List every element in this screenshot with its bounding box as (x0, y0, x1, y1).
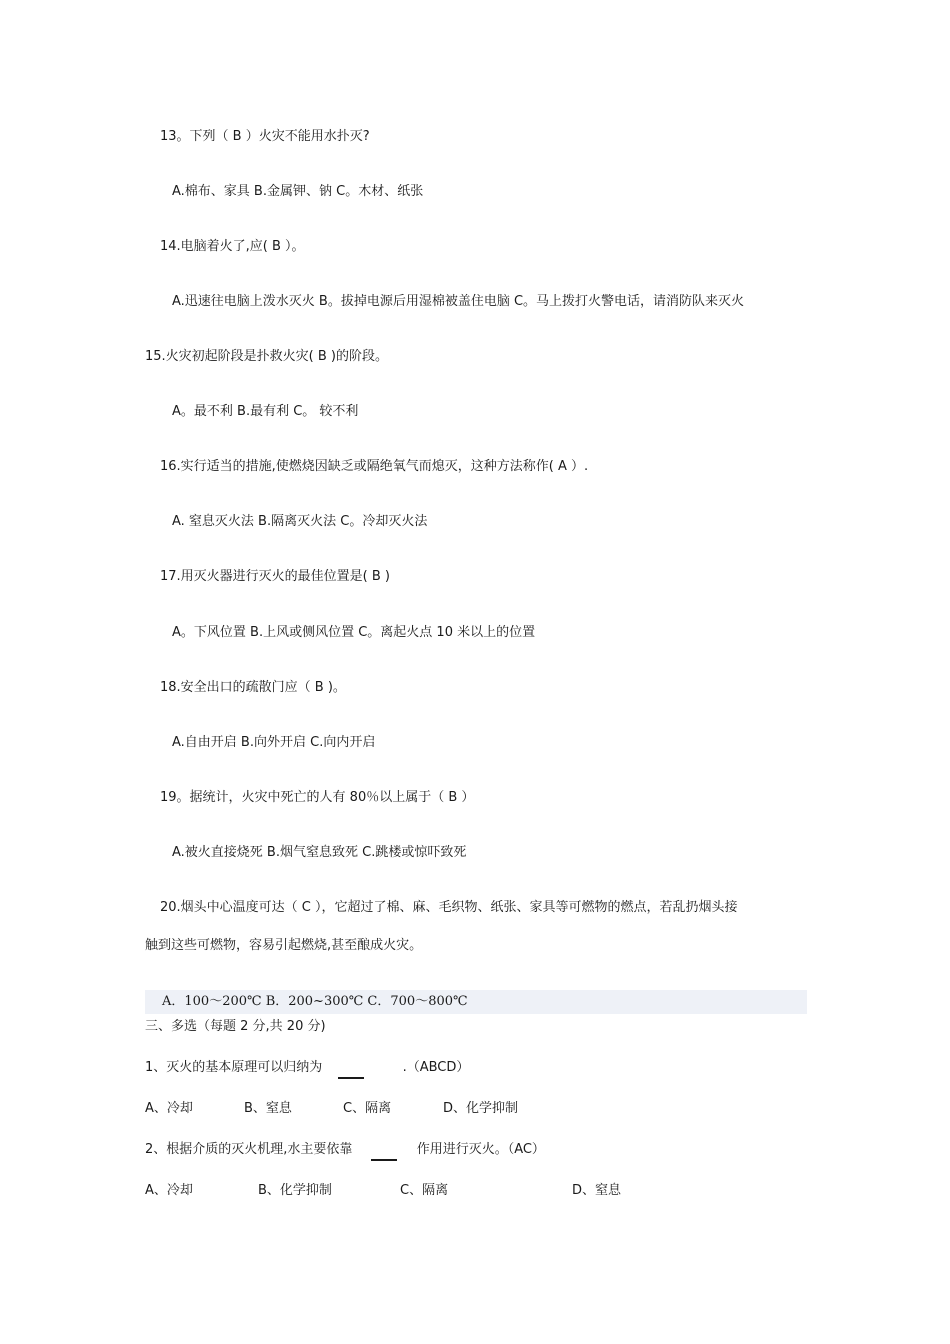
multi-question-1-option-c: C、隔离 (343, 1101, 392, 1116)
question-15-options: A。最不利 B.最有利 C。 较不利 (172, 404, 359, 419)
question-19: 19。据统计，火灾中死亡的人有 80％以上属于（ B ） (160, 790, 475, 805)
multi-question-1-option-d: D、化学抑制 (443, 1101, 519, 1116)
multi-question-2-option-c: C、隔离 (400, 1183, 449, 1198)
multi-question-2-text: 2、根据介质的灭火机理,水主要依靠 (145, 1142, 353, 1157)
question-17-options: A。下风位置 B.上风或侧风位置 C。离起火点 10 米以上的位置 (172, 625, 536, 640)
multi-question-1 (145, 1059, 469, 1079)
section-title: 三、多选（每题 2 分,共 20 分) (145, 1019, 326, 1034)
question-14-options: A.迅速往电脑上泼水灭火 B。拔掉电源后用湿棉被盖住电脑 C。马上拨打火警电话，请消防队来灭火 (172, 294, 745, 309)
multi-question-2 (145, 1141, 545, 1161)
question-13-options: A.棉布、家具 B.金属钾、钠 C。木材、纸张 (172, 184, 424, 199)
question-18-options: A.自由开启 B.向外开启 C.向内开启 (172, 735, 376, 750)
question-13: 13。下列（ B ）火灾不能用水扑灭? (160, 129, 370, 144)
question-18: 18.安全出口的疏散门应（ B )。 (160, 680, 346, 695)
question-16: 16.实行适当的措施,使燃烧因缺乏或隔绝氧气而熄灭，这种方法称作( A ）. (160, 459, 589, 474)
multi-question-2-option-b: B、化学抑制 (258, 1183, 332, 1198)
question-15: 15.火灾初起阶段是扑救火灾( B )的阶段。 (145, 349, 389, 364)
multi-question-2-option-d: D、窒息 (572, 1183, 622, 1198)
answer-blank (338, 1059, 364, 1079)
question-16-options: A. 窒息灭火法 B.隔离灭火法 C。冷却灭火法 (172, 514, 428, 529)
multi-question-1-option-b: B、窒息 (244, 1101, 292, 1116)
multi-question-1-text: 1、灭火的基本原理可以归纳为 (145, 1060, 323, 1075)
question-20-line2: 触到这些可燃物，容易引起燃烧,甚至酿成火灾。 (145, 938, 423, 953)
answer-blank (371, 1141, 397, 1161)
question-17: 17.用灭火器进行灭火的最佳位置是( B ) (160, 569, 391, 584)
question-19-options: A.被火直接烧死 B.烟气窒息致死 C.跳楼或惊吓致死 (172, 845, 467, 860)
multi-question-1-answer: .（ABCD） (402, 1060, 470, 1075)
multi-question-2-option-a: A、冷却 (145, 1183, 193, 1198)
multi-question-1-option-a: A、冷却 (145, 1101, 193, 1116)
multi-question-2-answer: 作用进行灭火。（AC） (416, 1142, 545, 1157)
question-14: 14.电脑着火了,应( B ）。 (160, 239, 305, 254)
question-20-line1: 20.烟头中心温度可达（ C ），它超过了棉、麻、毛织物、纸张、家具等可燃物的燃点，若乱扔烟头接 (160, 900, 738, 915)
question-20-options: A．100～200℃ B．200~300℃ C．700～800℃ (162, 994, 468, 1009)
